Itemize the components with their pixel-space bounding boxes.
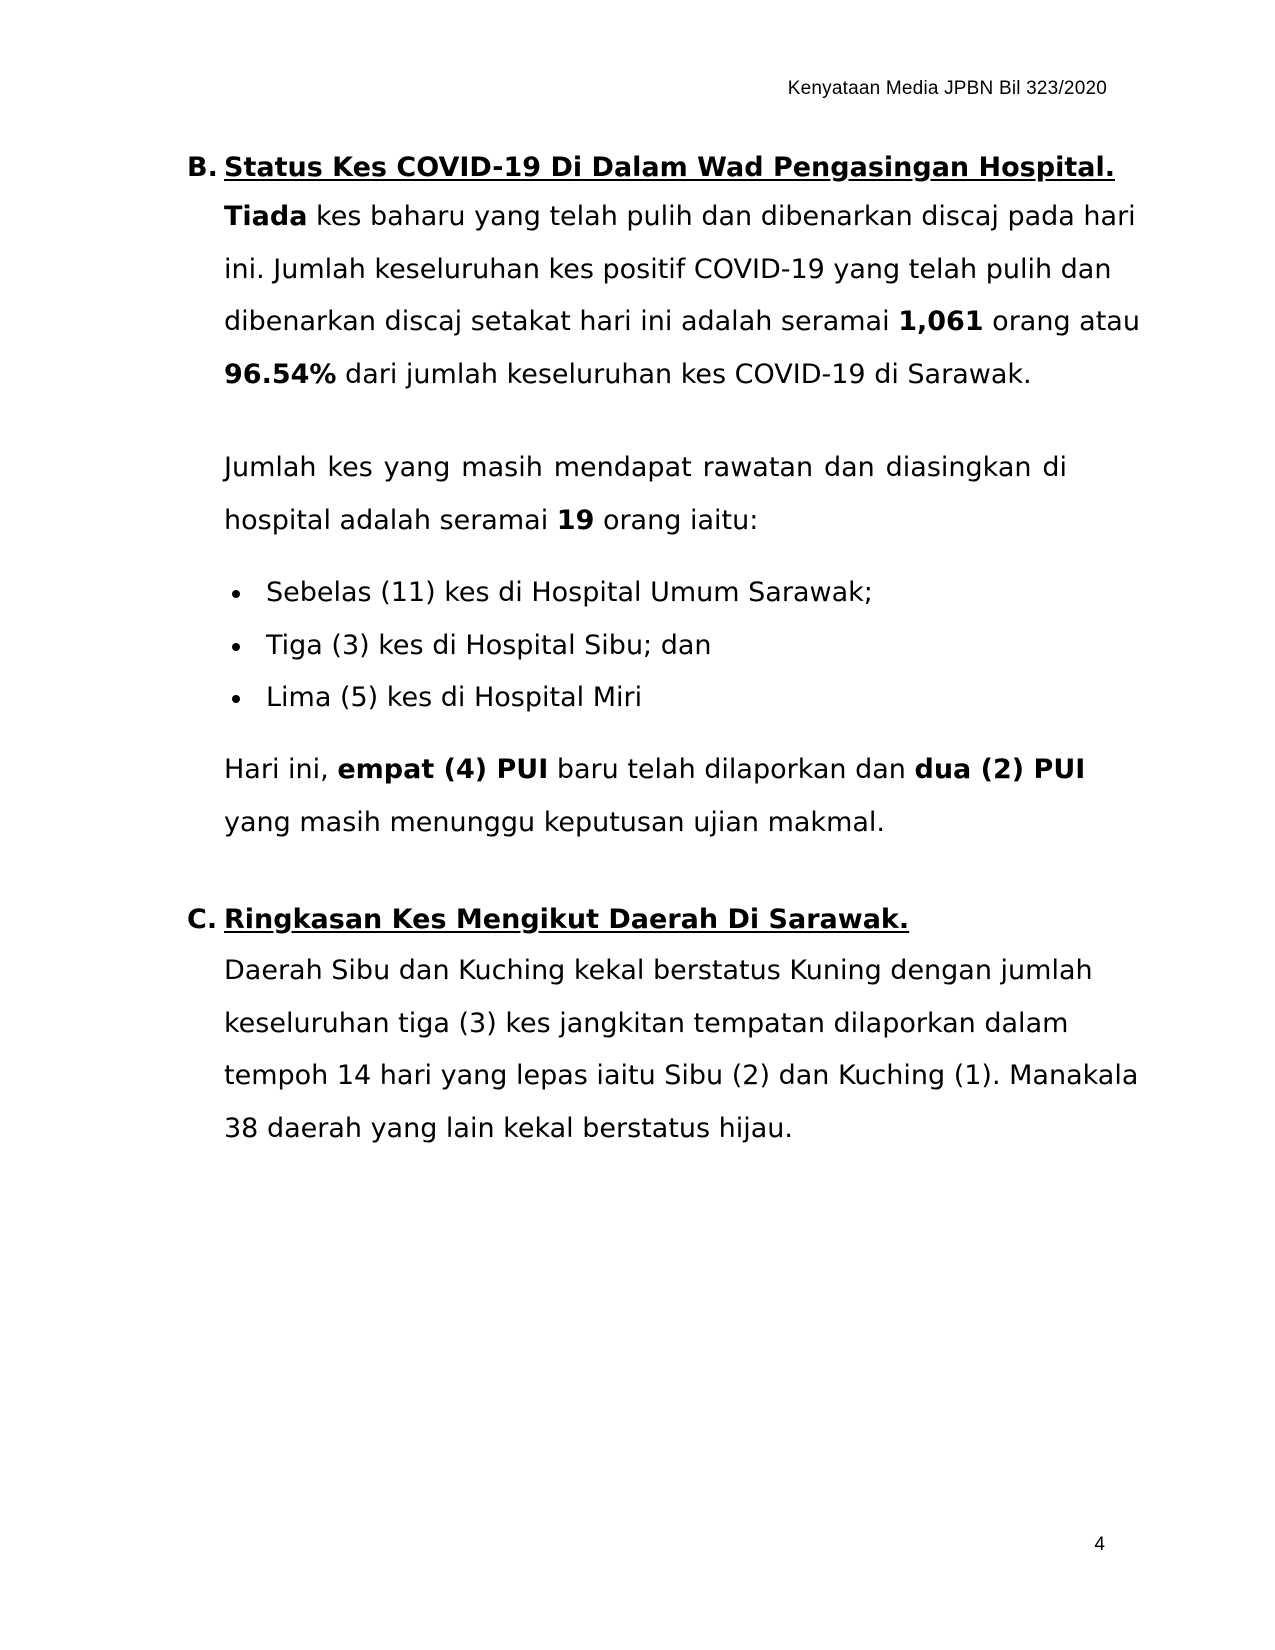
list-item (224, 567, 873, 620)
paragraph-line (224, 744, 1086, 797)
document-reference: Kenyataan Media JPBN Bil 323/2020 (787, 78, 1107, 99)
paragraph-line (224, 349, 1067, 402)
bold-text: 96.54% (224, 358, 337, 390)
section-c-paragraph (224, 945, 1139, 1155)
text: dibenarkan discaj setakat hari ini adalah seramai (224, 306, 899, 337)
section-b-paragraph-recovered (224, 191, 1140, 401)
text: kes baharu yang telah pulih dan dibenarkan discaj pada hari (307, 201, 1136, 232)
paragraph-line: ini. Jumlah keseluruhan kes positif COVID-19 yang telah pulih dan (224, 253, 1112, 285)
section-b-paragraph-treatment (224, 442, 1067, 547)
bold-text: 1,061 (898, 306, 984, 337)
section-b-paragraph-pui (224, 744, 1086, 849)
list-item-text: Lima (5) kes di Hospital Miri (266, 682, 643, 713)
text: Hari ini, (224, 754, 338, 785)
paragraph-line (224, 495, 1067, 548)
list-item (224, 672, 873, 725)
section-c-letter: C. (187, 904, 218, 935)
section-b-heading (187, 150, 1115, 186)
text: orang iaitu: (594, 504, 759, 536)
bold-text: dua (2) PUI (914, 754, 1086, 785)
bold-text: Tiada (224, 201, 308, 232)
paragraph-line (224, 296, 1140, 349)
text: hospital adalah seramai (224, 504, 557, 536)
section-b-title: Status Kes COVID-19 Di Dalam Wad Pengasingan Hospital. (224, 152, 1115, 183)
text: orang atau (983, 306, 1140, 337)
paragraph-line: yang masih menunggu keputusan ujian makmal. (224, 806, 885, 838)
bullet-icon (232, 590, 240, 598)
text: baru telah dilaporkan dan (548, 754, 915, 785)
list-item-text: Tiga (3) kes di Hospital Sibu; dan (266, 629, 712, 661)
bullet-icon (232, 643, 240, 651)
page-number: 4 (1094, 1534, 1105, 1555)
list-item-text: Sebelas (11) kes di Hospital Umum Sarawak; (266, 577, 873, 608)
paragraph-line: keseluruhan tiga (3) kes jangkitan tempatan dilaporkan dalam (224, 1007, 1069, 1039)
section-c-heading (187, 902, 909, 938)
section-b-letter: B. (187, 152, 218, 183)
bullet-icon (232, 695, 240, 703)
paragraph-line: Jumlah kes yang masih mendapat rawatan dan diasingkan di (224, 452, 1067, 483)
text: dari jumlah keseluruhan kes COVID-19 di Sarawak. (336, 358, 1032, 390)
list-item (224, 620, 873, 673)
section-c-title: Ringkasan Kes Mengikut Daerah Di Sarawak. (224, 904, 910, 935)
paragraph-line (224, 191, 1136, 244)
paragraph-line: 38 daerah yang lain kekal berstatus hijau. (224, 1112, 794, 1144)
paragraph-line: Daerah Sibu dan Kuching kekal berstatus Kuning dengan jumlah (224, 955, 1093, 986)
bold-text: 19 (556, 504, 595, 536)
hospital-list (224, 567, 873, 725)
paragraph-line: tempoh 14 hari yang lepas iaitu Sibu (2) dan Kuching (1). Manakala (224, 1060, 1139, 1091)
bold-text: empat (4) PUI (337, 754, 549, 785)
